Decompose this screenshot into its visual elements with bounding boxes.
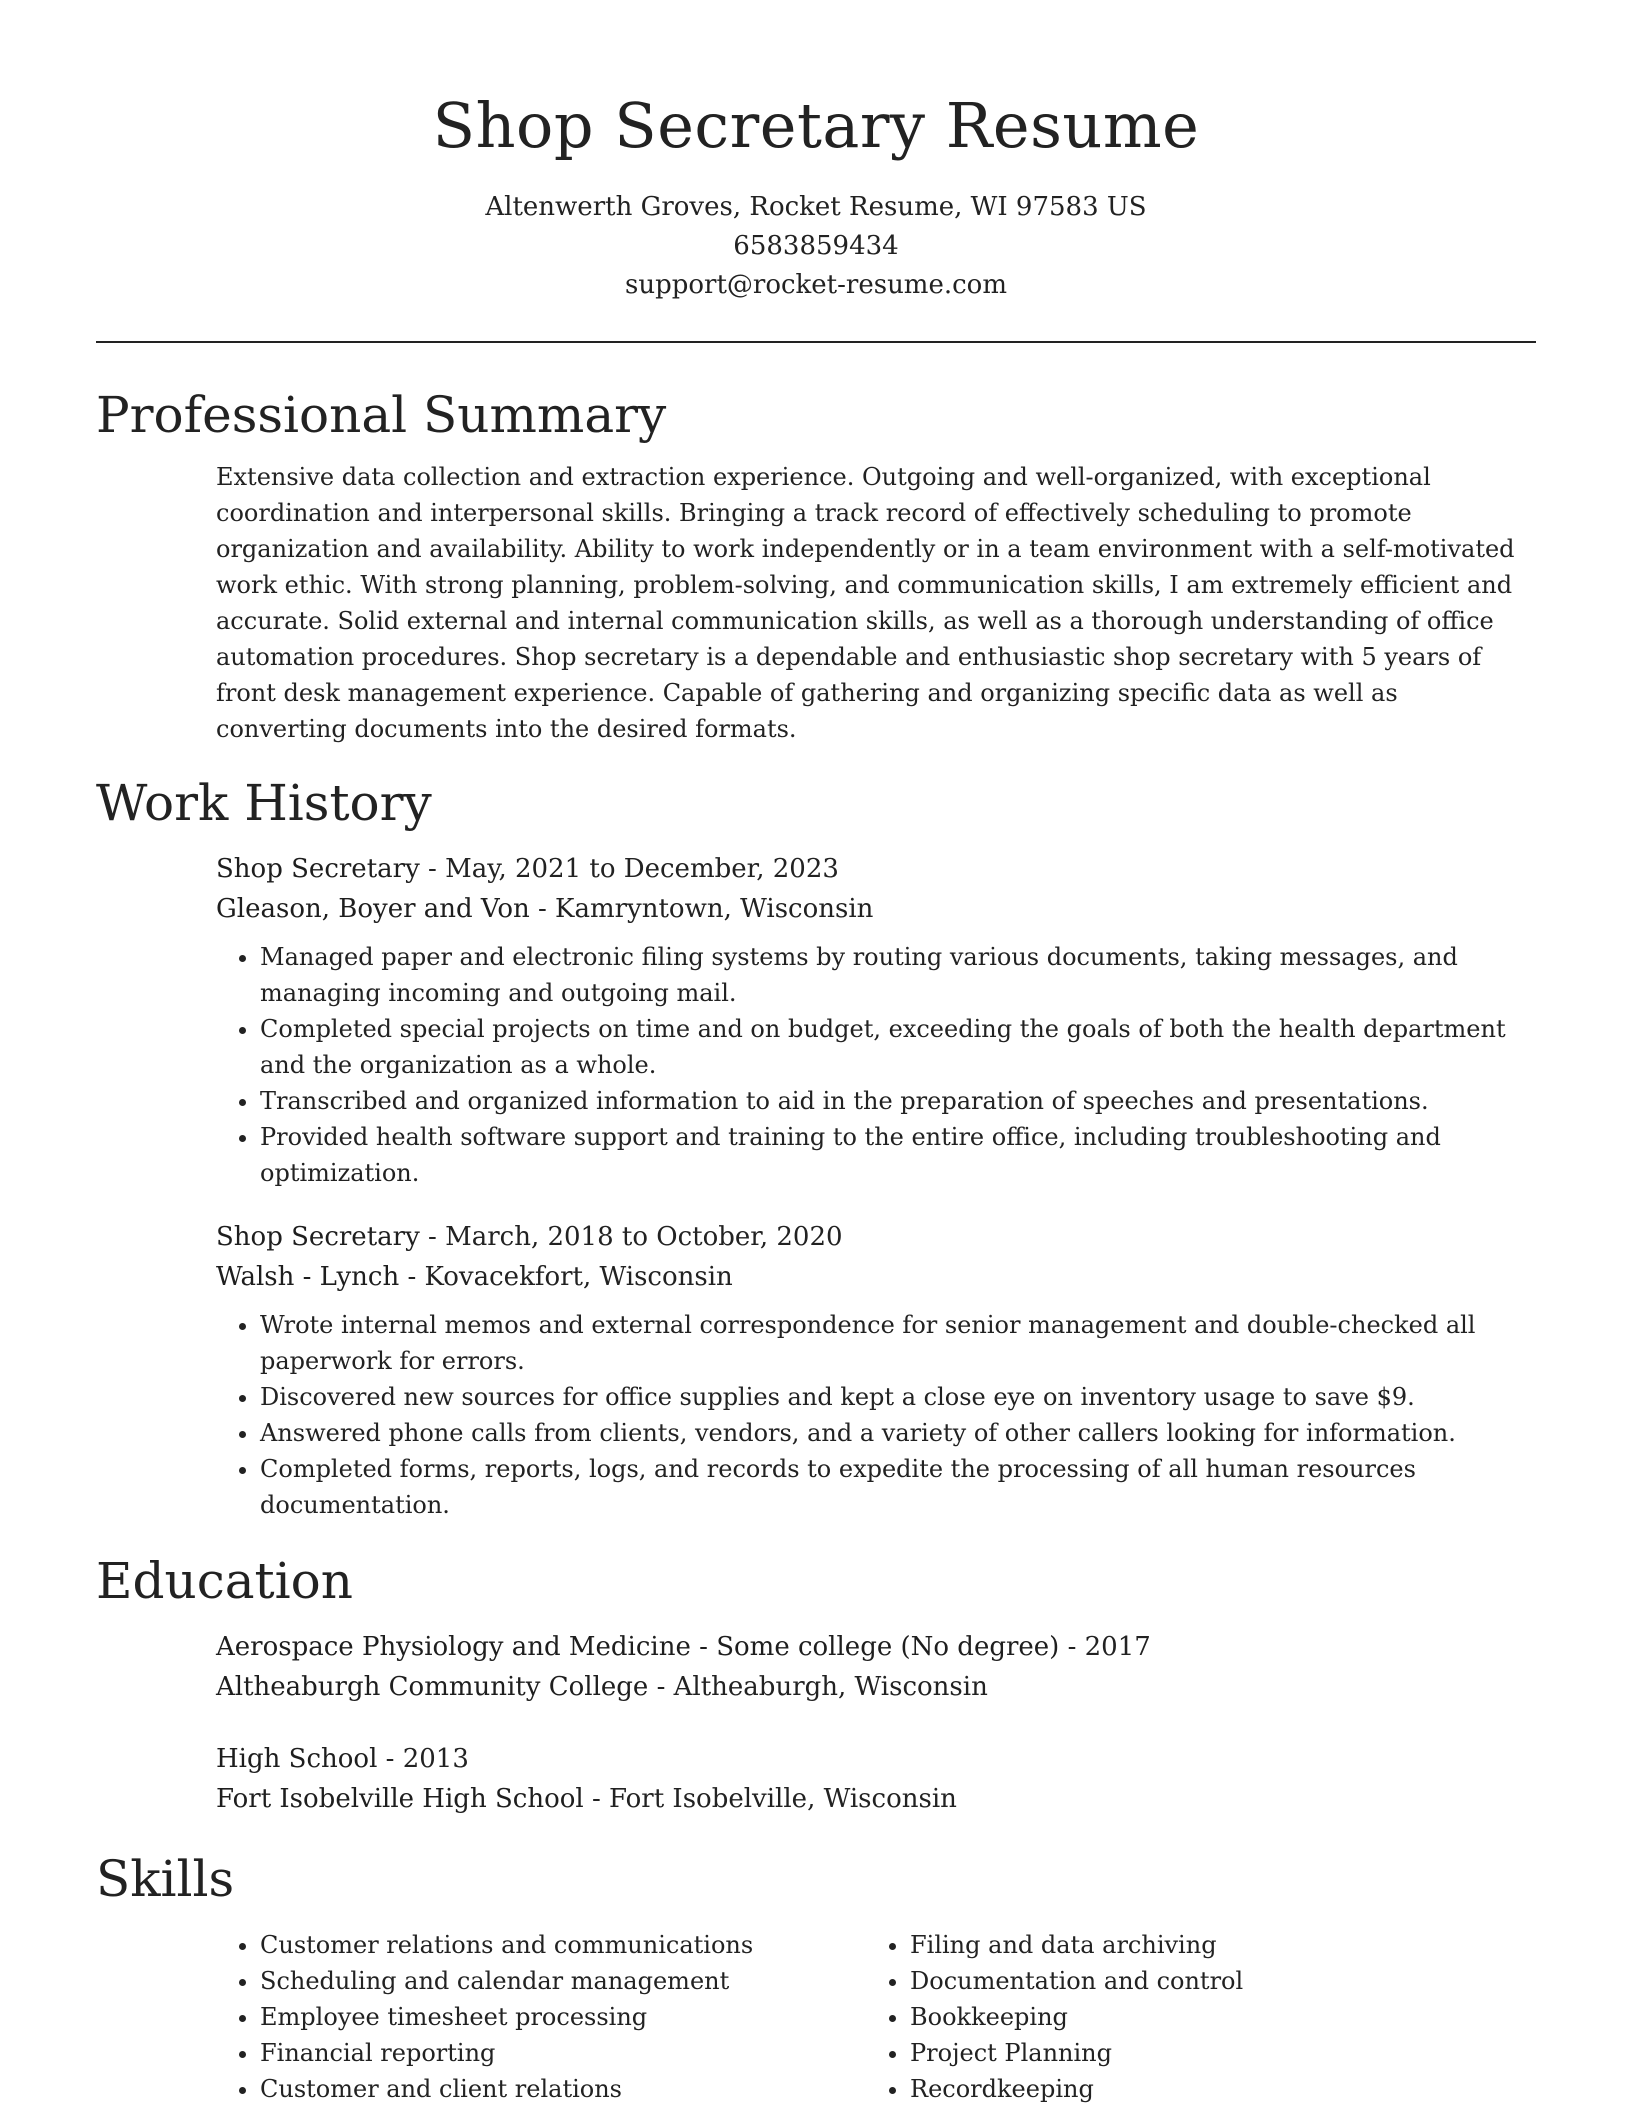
- work-history-heading: Work History: [96, 774, 432, 832]
- job-dates: - May, 2021 to December, 2023: [419, 854, 839, 884]
- skill-item: • Recordkeeping: [910, 2071, 1510, 2107]
- resume-page: [96, 0, 1536, 2107]
- skills-column-left: [216, 1927, 866, 2107]
- job-bullet: • Managed paper and electronic filing systems by routing various documents, taking messages, and managing incoming and outgoing mail.: [260, 939, 1536, 1011]
- education-section: [96, 1549, 1536, 1819]
- education-degree-line: [216, 1627, 1536, 1667]
- job-company-line: [216, 1257, 1536, 1297]
- skill-item: • Financial reporting: [260, 2035, 866, 2071]
- job-bullet: • Completed forms, reports, logs, and records to expedite the processing of all human resources documentation.: [260, 1451, 1536, 1523]
- job-bullets: [216, 939, 1536, 1191]
- job-title-line: [216, 849, 1536, 889]
- education-school: Fort Isobelville High School: [216, 1784, 584, 1814]
- header-divider: [96, 341, 1536, 343]
- education-heading: Education: [96, 1552, 353, 1610]
- education-degree-line: [216, 1739, 1536, 1779]
- job-title: Shop Secretary: [216, 1222, 420, 1252]
- contact-phone: 6583859434: [733, 231, 899, 261]
- job-company: Gleason, Boyer and Von: [216, 894, 530, 924]
- contact-block: [96, 188, 1536, 305]
- job-dates: - March, 2018 to October, 2020: [419, 1222, 843, 1252]
- skills-heading: Skills: [96, 1850, 235, 1908]
- work-history-section: [96, 771, 1536, 1523]
- job-bullets: [216, 1307, 1536, 1523]
- summary-text: Extensive data collection and extraction experience. Outgoing and well-organized, with exceptional coordination and interpersonal skills. Bringing a track record of effectively scheduling to promote organization and availability. Ability to work independently or in a team environment with a self-motivated work ethic. With strong planning, problem-solving, and communication skills, I am extremely efficient and accurate. Solid external and internal communication skills, as well as a thorough understanding of office automation procedures. Shop secretary is a dependable and enthusiastic shop secretary with 5 years of front desk management experience. Capable of gathering and organizing specific data as well as converting documents into the desired formats.: [216, 463, 1515, 743]
- education-school-line: [216, 1779, 1536, 1819]
- education-location: - Altheaburgh, Wisconsin: [648, 1672, 988, 1702]
- education-list: [216, 1627, 1536, 1819]
- skill-item: • Customer and client relations: [260, 2071, 866, 2107]
- job-title: Shop Secretary: [216, 854, 420, 884]
- contact-address: Altenwerth Groves, Rocket Resume, WI 97583 US: [485, 192, 1147, 222]
- education-school: Altheaburgh Community College: [216, 1672, 649, 1702]
- education-degree: High School: [216, 1744, 378, 1774]
- job-company: Walsh - Lynch: [216, 1262, 400, 1292]
- skill-item: • Project Planning: [910, 2035, 1510, 2071]
- job-bullet: • Answered phone calls from clients, vendors, and a variety of other callers looking for information.: [260, 1415, 1536, 1451]
- job-entry: [216, 849, 1536, 1191]
- summary-section: [96, 383, 1536, 747]
- contact-email: support@rocket-resume.com: [624, 270, 1007, 300]
- education-entry: [216, 1627, 1536, 1707]
- skill-item: • Employee timesheet processing: [260, 1999, 866, 2035]
- skill-item: • Bookkeeping: [910, 1999, 1510, 2035]
- education-school-line: [216, 1667, 1536, 1707]
- summary-heading: Professional Summary: [96, 386, 667, 444]
- resume-title: Shop Secretary Resume: [432, 89, 1200, 162]
- job-company-line: [216, 889, 1536, 929]
- job-entry: [216, 1217, 1536, 1523]
- job-title-line: [216, 1217, 1536, 1257]
- job-bullet: • Transcribed and organized information to aid in the preparation of speeches and presentations.: [260, 1083, 1536, 1119]
- job-location: - Kovacekfort, Wisconsin: [399, 1262, 733, 1292]
- skill-item: • Scheduling and calendar management: [260, 1963, 866, 1999]
- skills-grid: [216, 1927, 1536, 2107]
- job-bullet: • Provided health software support and training to the entire office, including troubleshooting and optimization.: [260, 1119, 1536, 1191]
- job-location: - Kamryntown, Wisconsin: [529, 894, 874, 924]
- job-bullet: • Discovered new sources for office supplies and kept a close eye on inventory usage to save $9.: [260, 1379, 1536, 1415]
- skills-column-right: [866, 1927, 1510, 2107]
- skill-item: • Documentation and control: [910, 1963, 1510, 1999]
- job-list: [216, 849, 1536, 1523]
- skill-item: • Customer relations and communications: [260, 1927, 866, 1963]
- education-year: - 2017: [1059, 1632, 1151, 1662]
- education-year: - 2013: [377, 1744, 469, 1774]
- job-bullet: • Completed special projects on time and on budget, exceeding the goals of both the health department and the organization as a whole.: [260, 1011, 1536, 1083]
- education-location: - Fort Isobelville, Wisconsin: [583, 1784, 957, 1814]
- education-degree: Aerospace Physiology and Medicine - Some college (No degree): [216, 1632, 1060, 1662]
- skills-section: [96, 1847, 1536, 2107]
- job-bullet: • Wrote internal memos and external correspondence for senior management and double-checked all paperwork for errors.: [260, 1307, 1536, 1379]
- education-entry: [216, 1739, 1536, 1819]
- skill-item: • Filing and data archiving: [910, 1927, 1510, 1963]
